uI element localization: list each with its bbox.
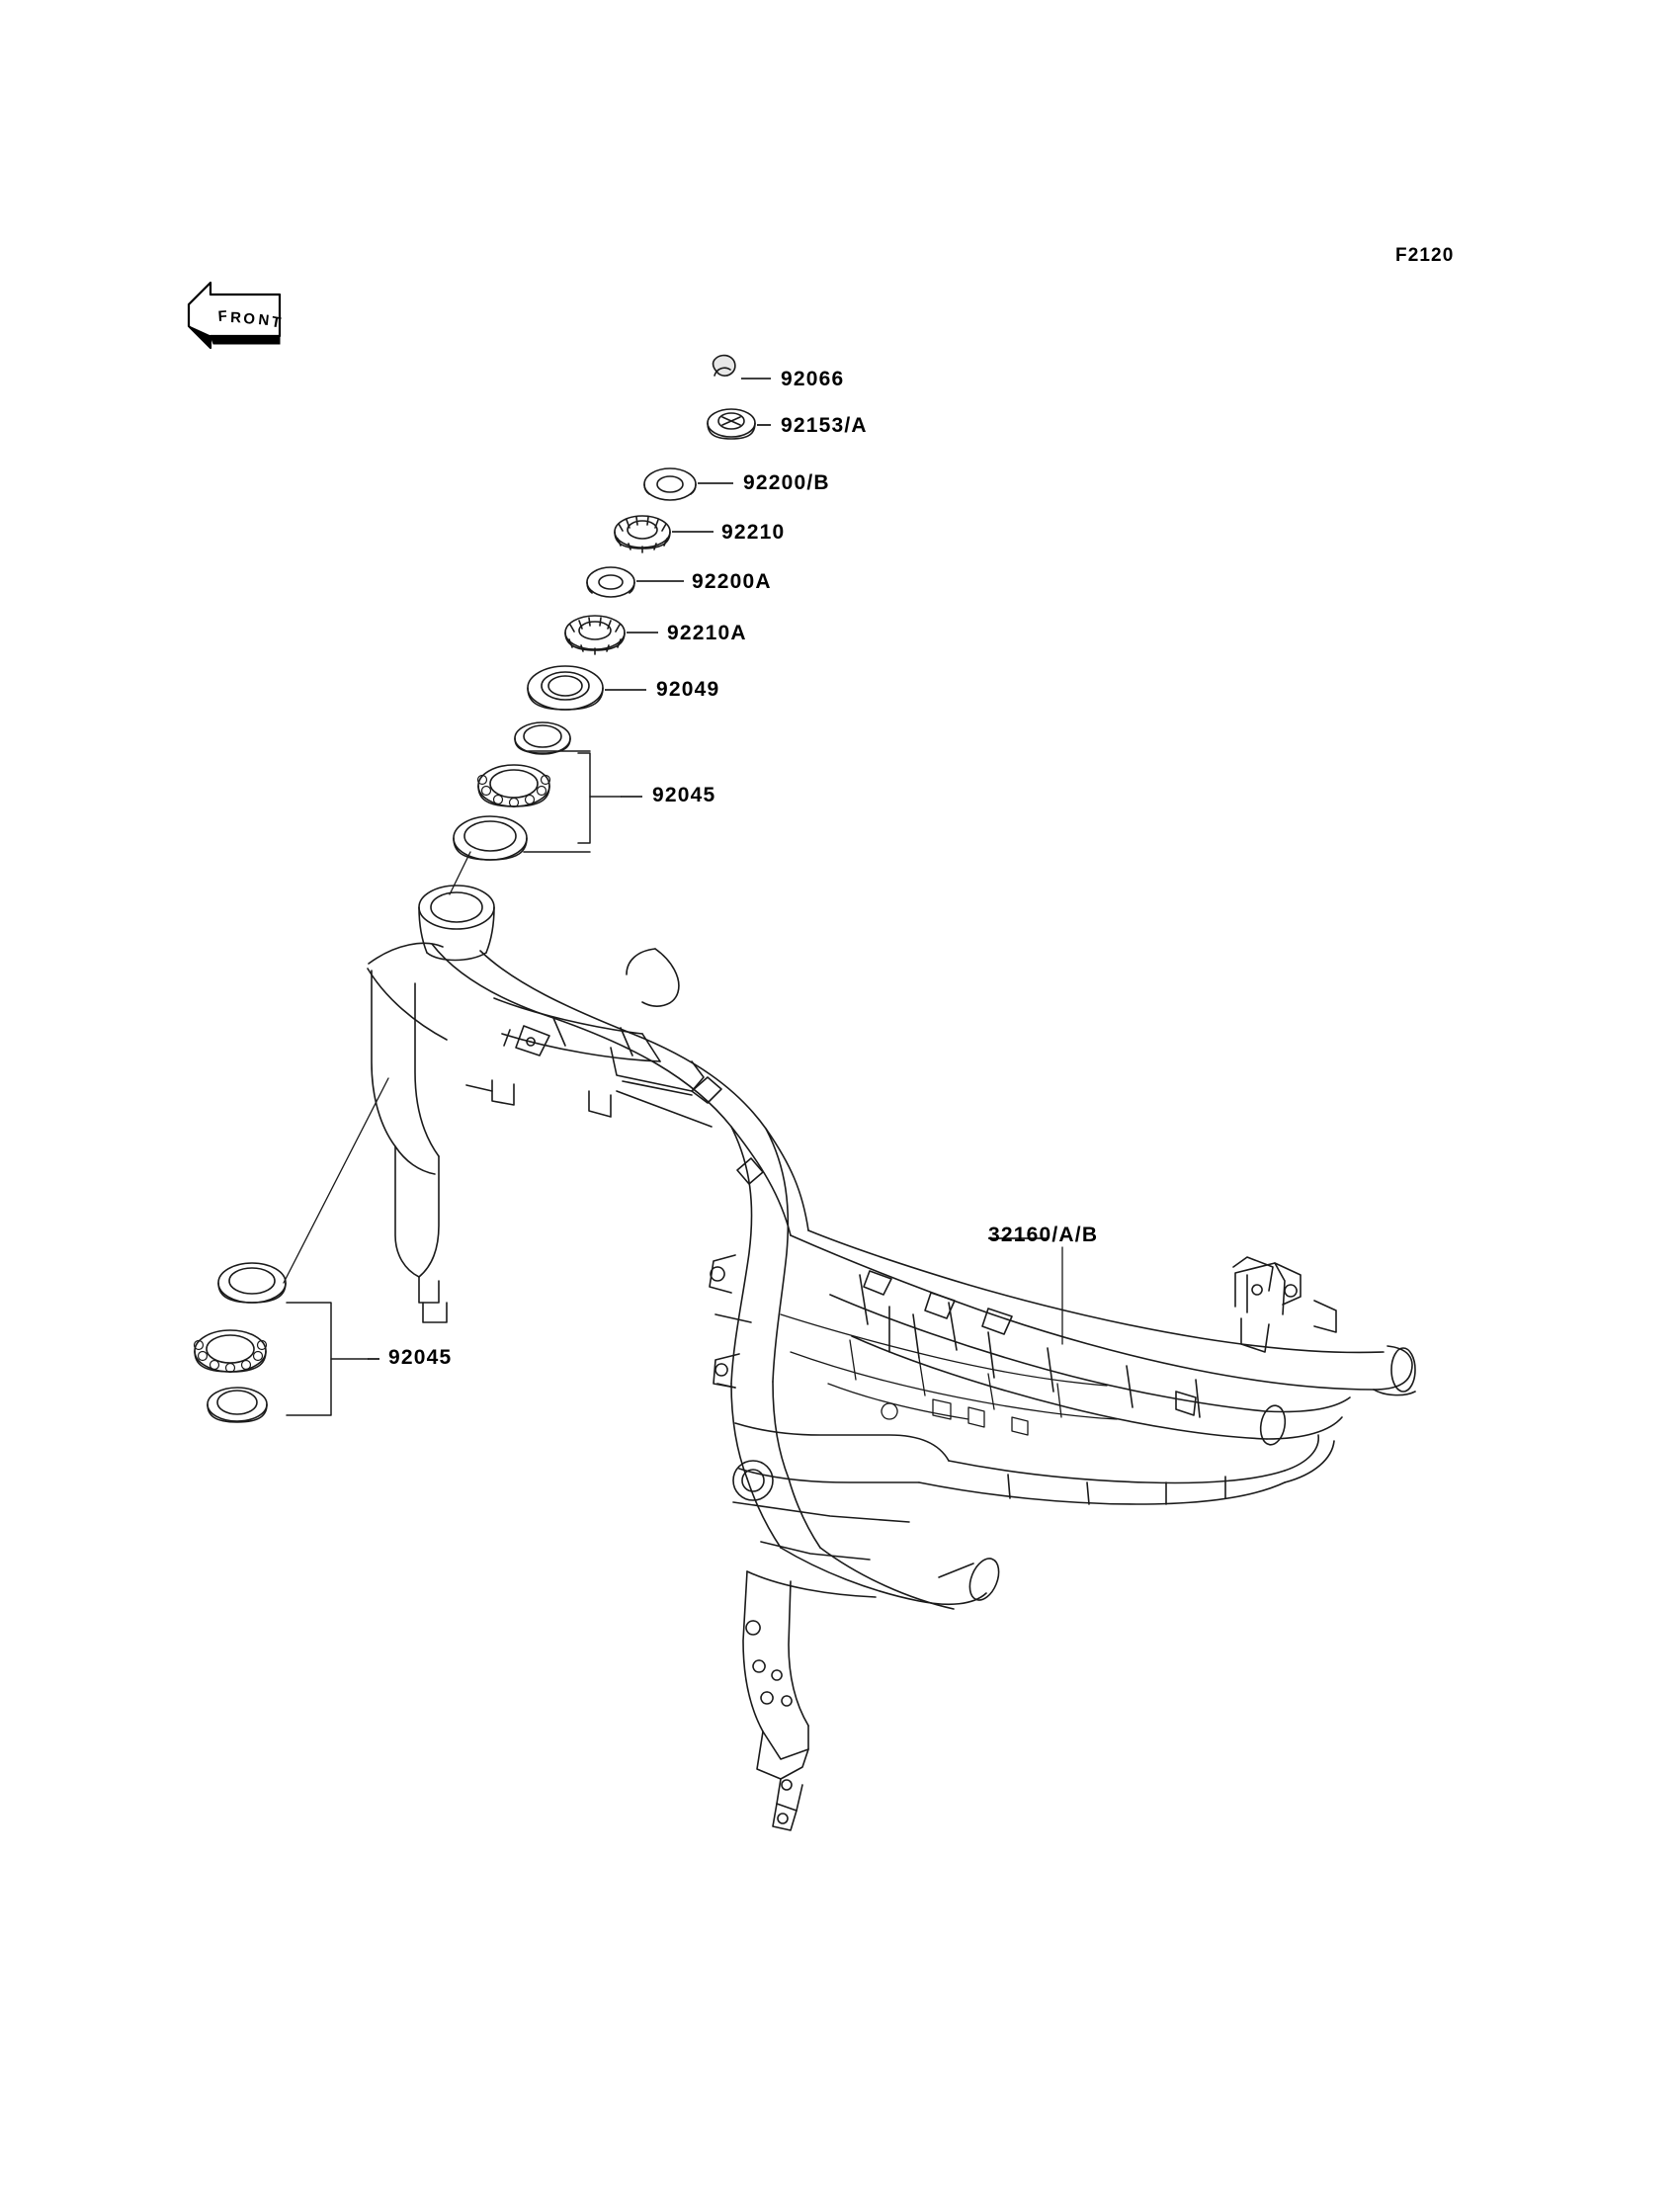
callout-label-92045-upper: 92045 <box>652 784 716 806</box>
callout-label-92210a: 92210A <box>667 622 747 644</box>
svg-text:R: R <box>229 309 242 327</box>
svg-text:T: T <box>270 313 283 332</box>
callout-label-92153a: 92153/A <box>781 414 868 437</box>
callout-label-92200b: 92200/B <box>743 471 830 494</box>
callout-label-92045-lower: 92045 <box>388 1346 453 1369</box>
svg-text:F: F <box>217 307 228 325</box>
callout-label-92200a: 92200A <box>692 570 772 593</box>
callout-label-92066: 92066 <box>781 368 845 390</box>
callout-label-32160: 32160/A/B <box>988 1224 1099 1246</box>
svg-text:N: N <box>257 311 271 330</box>
svg-text:O: O <box>242 310 256 328</box>
callout-label-92210: 92210 <box>721 521 786 544</box>
sheet-code: F2120 <box>1395 245 1455 266</box>
callout-label-92049: 92049 <box>656 678 720 701</box>
